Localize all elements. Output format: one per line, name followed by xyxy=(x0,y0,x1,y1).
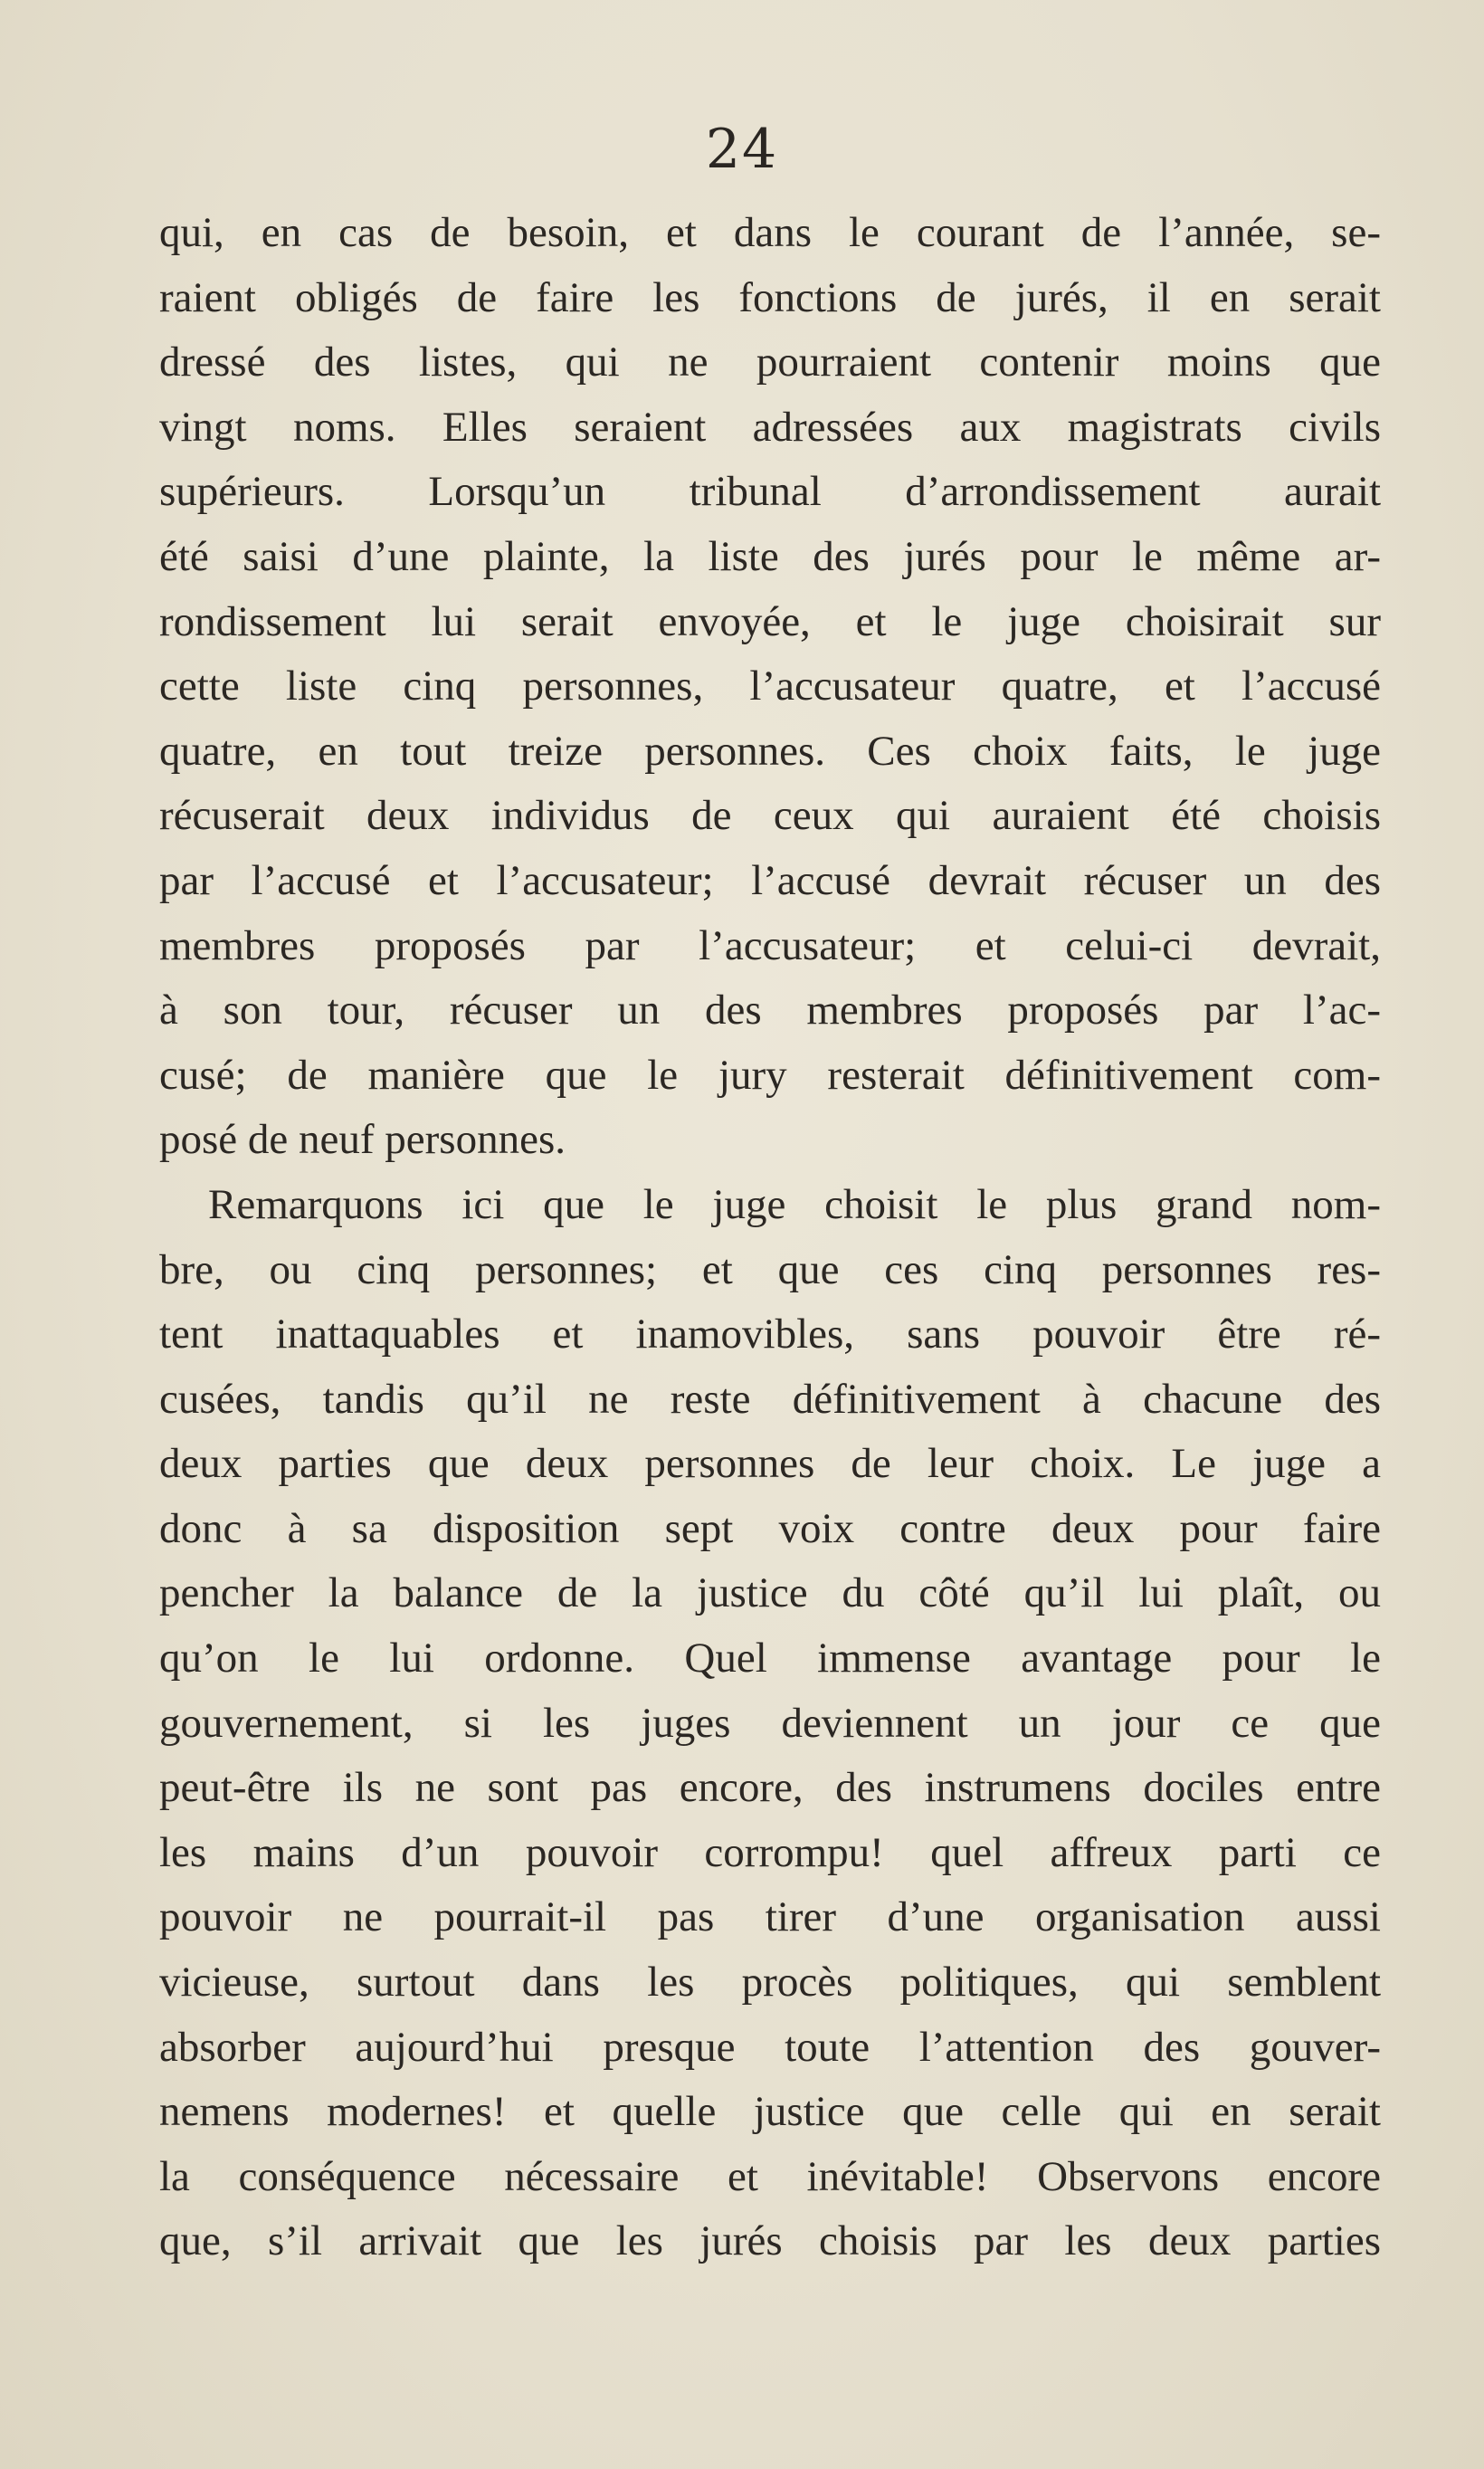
text-line: deux parties que deux personnes de leur choix. Le juge a xyxy=(159,1440,1381,1488)
text-line: vicieuse, surtout dans les procès politiques, qui semblent xyxy=(159,1959,1381,2007)
text-line: pencher la balance de la justice du côté qu’il lui plaît, ou xyxy=(159,1569,1381,1617)
text-line: par l’accusé et l’accusateur; l’accusé devrait récuser un des xyxy=(159,856,1381,904)
text-line: été saisi d’une plainte, la liste des jurés pour le même ar- xyxy=(159,532,1381,580)
text-line: raient obligés de faire les fonctions de jurés, il en serait xyxy=(159,273,1381,321)
text-line: tent inattaquables et inamovibles, sans pouvoir être ré- xyxy=(159,1311,1381,1358)
text-line: dressé des listes, qui ne pourraient contenir moins que xyxy=(159,338,1381,386)
text-line: gouvernement, si les juges deviennent un jour ce que xyxy=(159,1699,1381,1747)
text-line: vingt noms. Elles seraient adressées aux magistrats civils xyxy=(159,403,1381,451)
text-line: membres proposés par l’accusateur; et celui-ci devrait, xyxy=(159,921,1381,969)
text-line: cette liste cinq personnes, l’accusateur quatre, et l’accusé xyxy=(159,663,1381,710)
text-line: posé de neuf personnes. xyxy=(159,1116,566,1164)
text-line: pouvoir ne pourrait-il pas tirer d’une organisation aussi xyxy=(159,1893,1381,1941)
text-line: bre, ou cinq personnes; et que ces cinq personnes res- xyxy=(159,1245,1381,1293)
text-line: quatre, en tout treize personnes. Ces choix faits, le juge xyxy=(159,727,1381,775)
text-line: à son tour, récuser un des membres proposés par l’ac- xyxy=(159,987,1381,1034)
body-text xyxy=(159,201,1381,2274)
text-line: qu’on le lui ordonne. Quel immense avantage pour le xyxy=(159,1635,1381,1683)
text-line: que, s’il arrivait que les jurés choisis par les deux parties xyxy=(159,2217,1381,2265)
text-line: la conséquence nécessaire et inévitable! Observons encore xyxy=(159,2152,1381,2200)
text-line: peut-être ils ne sont pas encore, des instrumens dociles entre xyxy=(159,1764,1381,1812)
text-line: cusé; de manière que le jury resterait définitivement com- xyxy=(159,1051,1381,1099)
text-line: nemens modernes! et quelle justice que celle qui en serait xyxy=(159,2088,1381,2136)
text-line: rondissement lui serait envoyée, et le juge choisirait sur xyxy=(159,597,1381,645)
paragraph-start-line: Remarquons ici que le juge choisit le plus grand nom- xyxy=(208,1180,1381,1228)
text-line: récuserait deux individus de ceux qui auraient été choisis xyxy=(159,792,1381,840)
text-line: absorber aujourd’hui presque toute l’attention des gouver- xyxy=(159,2023,1381,2071)
text-line: les mains d’un pouvoir corrompu! quel affreux parti ce xyxy=(159,1828,1381,1876)
text-line: cusées, tandis qu’il ne reste définitivement à chacune des xyxy=(159,1375,1381,1423)
text-line: donc à sa disposition sept voix contre deux pour faire xyxy=(159,1504,1381,1552)
text-line: qui, en cas de besoin, et dans le courant de l’année, se- xyxy=(159,209,1381,256)
text-line: supérieurs. Lorsqu’un tribunal d’arrondissement aurait xyxy=(159,468,1381,516)
page-number: 24 xyxy=(705,118,779,181)
